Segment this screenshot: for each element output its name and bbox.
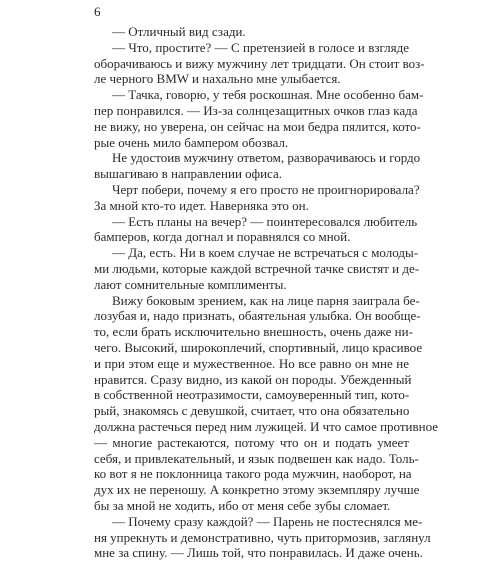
- text-line: ко вот я не поклонница такого рода мужчин, наоборот, на: [94, 466, 412, 482]
- text-line: вышагиваю в направлении офиса.: [94, 166, 282, 182]
- text-line: — Тачка, говорю, у тебя роскошная. Мне особенно бам-: [112, 87, 424, 103]
- text-line: и при этом еще и мужественное. Но все равно он мне не: [94, 355, 409, 371]
- text-line: бамперов, когда догнал и поравнялся со мной.: [94, 229, 351, 245]
- text-line: — многие растекаются, потому что он и подать умеет: [94, 434, 409, 450]
- text-line: не вижу, но уверена, он сейчас на мои бедра пялится, кото-: [94, 118, 421, 134]
- text-line: ня упрекнуть и демонстративно, чуть притормозив, заглянул: [94, 529, 431, 545]
- text-line: рый, знакомясь с девушкой, считает, что она обязательно: [94, 403, 410, 419]
- text-line: нравится. Сразу видно, из какой он породы. Убежденный: [94, 371, 412, 387]
- text-line: в собственной неотразимости, самоуверенный тип, кото-: [94, 387, 410, 403]
- text-line: мне за спину. — Лишь той, что понравилась. И даже очень.: [94, 545, 423, 561]
- text-line: Не удостоив мужчину ответом, разворачиваюсь и гордо: [112, 150, 421, 166]
- page-number: 6: [94, 4, 101, 19]
- text-line: оборачиваюсь и вижу мужчину лет тридцати. Он стоит воз-: [94, 55, 425, 71]
- body-text: [94, 24, 439, 561]
- text-line: — Есть планы на вечер? — поинтересовался любитель: [112, 213, 418, 229]
- text-line: За мной кто-то идет. Наверняка это он.: [94, 197, 309, 213]
- text-line: Вижу боковым зрением, как на лице парня заиграла бе-: [112, 292, 420, 308]
- text-line: Черт побери, почему я его просто не проигнорировала?: [112, 181, 420, 197]
- text-line: рые очень мило бампером обозвал.: [94, 134, 289, 150]
- text-line: себя, и привлекательный, и язык подвешен как надо. Толь-: [94, 450, 419, 466]
- text-line: — Что, простите? — С претензией в голосе и взгляде: [112, 39, 409, 55]
- text-line: дух их не переношу. А конкретно этому экземпляру лучше: [94, 482, 420, 498]
- text-line: должна растечься перед ним лужицей. И что самое противное: [94, 418, 439, 434]
- text-line: лают сомнительные комплименты.: [94, 276, 287, 292]
- text-line: ле черного BMW и нахально мне улыбается.: [94, 71, 341, 87]
- text-line: — Почему сразу каждой? — Парень не постеснялся ме-: [112, 513, 423, 529]
- text-line: — Да, есть. Ни в коем случае не встречаться с молоды-: [112, 245, 419, 261]
- text-line: чего. Высокий, широкоплечий, спортивный, лицо красивое: [94, 339, 423, 355]
- text-line: лозубая и, надо признать, обаятельная улыбка. Он вообще-: [94, 308, 421, 324]
- text-line: бы за мной не ходить, ибо от меня себе зубы сломает.: [94, 497, 391, 513]
- text-line: — Отличный вид сзади.: [112, 24, 246, 39]
- text-line: то, если брать исключительно внешность, очень даже ни-: [94, 324, 413, 340]
- text-line: пер понравился. — Из-за солнцезащитных очков глаз када: [94, 102, 418, 118]
- text-line: ми людьми, которые каждой встречной тачке свистят и де-: [94, 260, 420, 276]
